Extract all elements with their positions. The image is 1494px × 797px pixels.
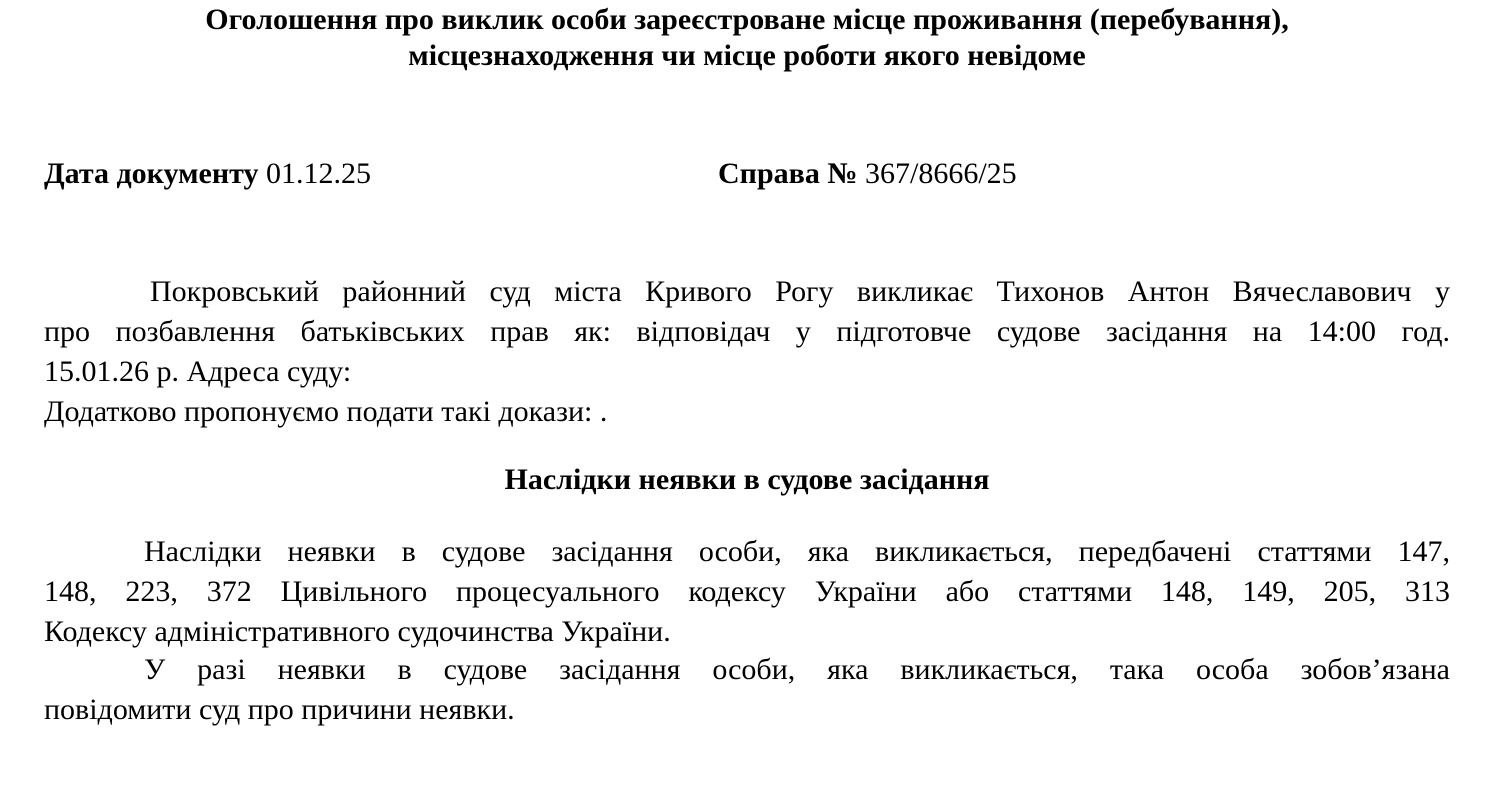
obligation-paragraph bbox=[44, 650, 1450, 730]
consequences-line-2: 148, 223, 372 Цивільного процесуального кодексу України або статтями 148, 149, 205, 313 bbox=[44, 575, 1450, 608]
date-value: 01.12.25 bbox=[265, 157, 371, 190]
summons-line-4: Додатково пропонуємо подати такі докази: . bbox=[44, 395, 608, 428]
section-heading: Наслідки неявки в судове засідання bbox=[504, 463, 990, 496]
summons-paragraph bbox=[44, 272, 1450, 432]
summons-line-1: Покровський районний суд міста Кривого Рогу викликає Тихонов Антон Вячеславович у bbox=[150, 275, 1450, 308]
date-label: Дата документу bbox=[44, 157, 259, 190]
consequences-paragraph bbox=[44, 532, 1450, 652]
title-line-2: місцезнаходження чи місце роботи якого невідоме bbox=[408, 39, 1086, 72]
consequences-line-3: Кодексу адміністративного судочинства України. bbox=[44, 615, 671, 648]
case-number bbox=[718, 156, 1017, 192]
summons-line-2: про позбавлення батьківських прав як: відповідач у підготовче судове засідання на 14:00 год. bbox=[44, 315, 1450, 348]
case-value: 367/8666/25 bbox=[864, 157, 1017, 190]
summons-line-3: 15.01.26 р. Адреса суду: bbox=[44, 355, 352, 388]
case-label: Справа № bbox=[718, 157, 858, 190]
consequences-line-1: Наслідки неявки в судове засідання особи, яка викликається, передбачені статтями 147, bbox=[144, 535, 1450, 568]
obligation-line-1: У разі неявки в судове засідання особи, яка викликається, така особа зобов’язана bbox=[144, 653, 1450, 686]
document-title bbox=[0, 2, 1494, 74]
document-date bbox=[44, 156, 371, 192]
title-line-1: Оголошення про виклик особи зареєстроване місце проживання (перебування), bbox=[205, 3, 1289, 36]
obligation-line-2: повідомити суд про причини неявки. bbox=[44, 693, 515, 726]
